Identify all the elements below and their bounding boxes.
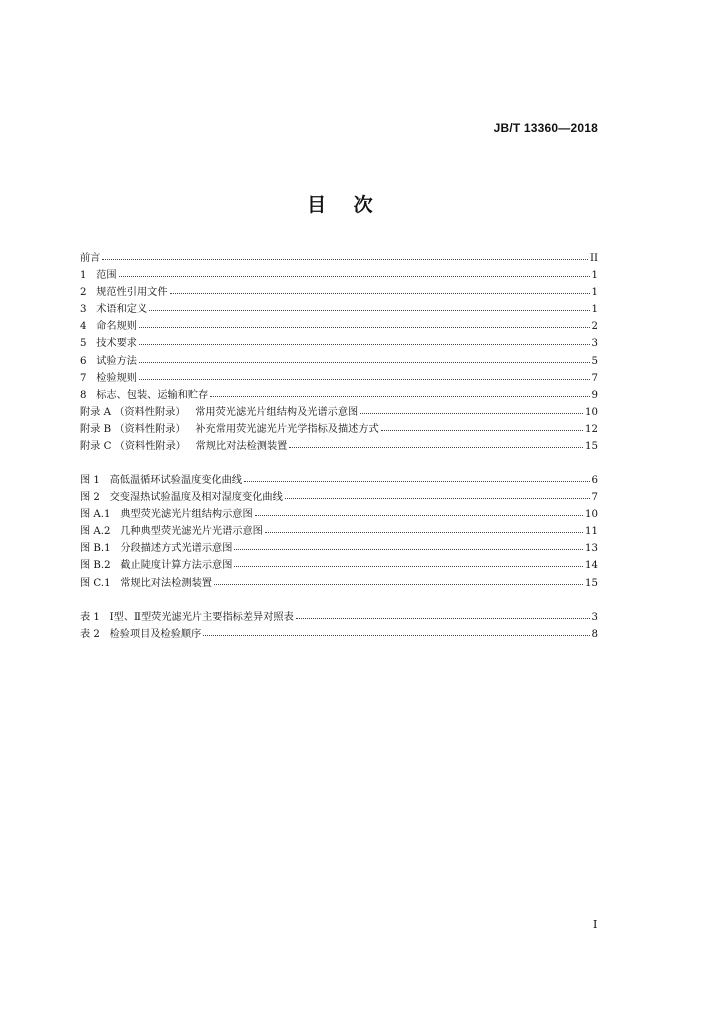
toc-entry[interactable] xyxy=(80,316,598,333)
dot-leader xyxy=(170,281,590,294)
toc-entry-page: 9 xyxy=(591,389,598,401)
toc-entry-page: 1 xyxy=(591,270,598,282)
toc-entry-label: 图 A.1 典型荧光滤光片组结构示意图 xyxy=(80,509,253,521)
toc-entry-page: 2 xyxy=(591,321,598,333)
dot-leader xyxy=(360,401,583,414)
toc-entry-label: 1 范围 xyxy=(80,270,117,282)
toc-entry[interactable] xyxy=(80,624,598,641)
toc-entry-label: 6 试验方法 xyxy=(80,355,137,367)
dot-leader xyxy=(265,520,583,533)
toc-entry-page: 3 xyxy=(591,612,598,623)
toc-entry-label: 4 命名规则 xyxy=(80,321,137,333)
dot-leader xyxy=(234,537,583,550)
toc-entry-label: 前言 xyxy=(80,253,101,264)
toc-entry-label: 图 A.2 几种典型荧光滤光片光谱示意图 xyxy=(80,526,263,538)
toc-entry[interactable] xyxy=(80,248,598,265)
toc-entry-label: 7 检验规则 xyxy=(80,372,137,384)
toc-entry-page: 6 xyxy=(591,475,598,486)
dot-leader xyxy=(234,554,583,567)
toc-entry-page: 5 xyxy=(591,355,598,367)
toc-entry-page: 1 xyxy=(591,287,598,299)
toc-entry-label: 图 1 高低温循环试验温度变化曲线 xyxy=(80,475,243,486)
toc-entry-page: 15 xyxy=(585,441,598,453)
dot-leader xyxy=(381,418,583,431)
dot-leader xyxy=(139,350,590,363)
toc-entry[interactable] xyxy=(80,282,598,299)
dot-leader xyxy=(255,503,583,516)
toc-entry-label: 表 1 Ⅰ型、Ⅱ型荧光滤光片主要指标差异对照表 xyxy=(80,612,294,623)
toc-entry[interactable] xyxy=(80,351,598,368)
toc-entry-page: 7 xyxy=(591,492,598,504)
toc-entry-page: 7 xyxy=(591,372,598,384)
dot-leader xyxy=(149,298,589,311)
toc-tables-list xyxy=(80,607,598,641)
toc-entry-label: 附录 C （资料性附录） 常规比对法检测装置 xyxy=(80,441,288,453)
toc-entry-page: 14 xyxy=(585,560,598,572)
dot-leader xyxy=(210,384,589,397)
toc-entry-page: 10 xyxy=(585,509,598,521)
page-number: I xyxy=(593,918,598,931)
dot-leader xyxy=(296,606,590,619)
dot-leader xyxy=(214,572,583,585)
toc-entry-label: 表 2 检验项目及检验顺序 xyxy=(80,629,202,641)
toc-entry-page: 10 xyxy=(585,406,598,418)
toc-figures-list xyxy=(80,470,598,590)
toc-entry-page: 11 xyxy=(585,526,598,538)
toc-entry-label: 2 规范性引用文件 xyxy=(80,287,168,299)
standard-code: JB/T 13360—2018 xyxy=(493,121,598,135)
toc-entry[interactable] xyxy=(80,470,598,487)
toc-entry[interactable] xyxy=(80,402,598,419)
dot-leader xyxy=(139,367,590,380)
toc-entry-label: 图 C.1 常规比对法检测装置 xyxy=(80,577,212,589)
toc-entry-page: 13 xyxy=(585,543,598,555)
dot-leader xyxy=(289,435,583,448)
toc-entry-label: 8 标志、包装、运输和贮存 xyxy=(80,389,209,401)
toc-entry-page: 15 xyxy=(585,577,598,589)
dot-leader xyxy=(119,264,590,277)
toc-entry[interactable] xyxy=(80,538,598,555)
toc-entry[interactable] xyxy=(80,299,598,316)
toc-entry-label: 图 2 交变湿热试验温度及相对湿度变化曲线 xyxy=(80,492,283,504)
toc-entry[interactable] xyxy=(80,573,598,590)
toc-entry-page: 8 xyxy=(591,629,598,641)
dot-leader xyxy=(139,315,590,328)
toc-entry-page: 3 xyxy=(591,338,598,350)
toc-entry[interactable] xyxy=(80,333,598,350)
dot-leader xyxy=(139,332,590,345)
dot-leader xyxy=(102,247,588,260)
toc-entry-label: 附录 A （资料性附录） 常用荧光滤光片组结构及光谱示意图 xyxy=(80,406,359,418)
toc-entry[interactable] xyxy=(80,521,598,538)
toc-entry[interactable] xyxy=(80,368,598,385)
toc-clauses-list xyxy=(80,248,598,453)
dot-leader xyxy=(203,623,589,636)
toc-entry-label: 图 B.2 截止陡度计算方法示意图 xyxy=(80,560,233,572)
dot-leader xyxy=(244,469,589,482)
toc-entry[interactable] xyxy=(80,607,598,624)
toc-entry-label: 图 B.1 分段描述方式光谱示意图 xyxy=(80,543,233,555)
toc-entry-label: 5 技术要求 xyxy=(80,338,137,350)
toc-entry-label: 3 术语和定义 xyxy=(80,304,148,316)
toc-entry[interactable] xyxy=(80,419,598,436)
toc-entry-label: 附录 B （资料性附录） 补充常用荧光滤光片光学指标及描述方式 xyxy=(80,423,379,435)
toc-entry[interactable] xyxy=(80,487,598,504)
page-title: 目 次 xyxy=(307,194,373,216)
toc-entry[interactable] xyxy=(80,504,598,521)
toc-entry[interactable] xyxy=(80,555,598,572)
toc-entry-page: II xyxy=(589,253,598,264)
toc-entry-page: 1 xyxy=(591,304,598,316)
dot-leader xyxy=(285,486,590,499)
toc-entry-page: 12 xyxy=(585,423,598,435)
toc-entry[interactable] xyxy=(80,436,598,453)
toc-entry[interactable] xyxy=(80,385,598,402)
toc-entry[interactable] xyxy=(80,265,598,282)
